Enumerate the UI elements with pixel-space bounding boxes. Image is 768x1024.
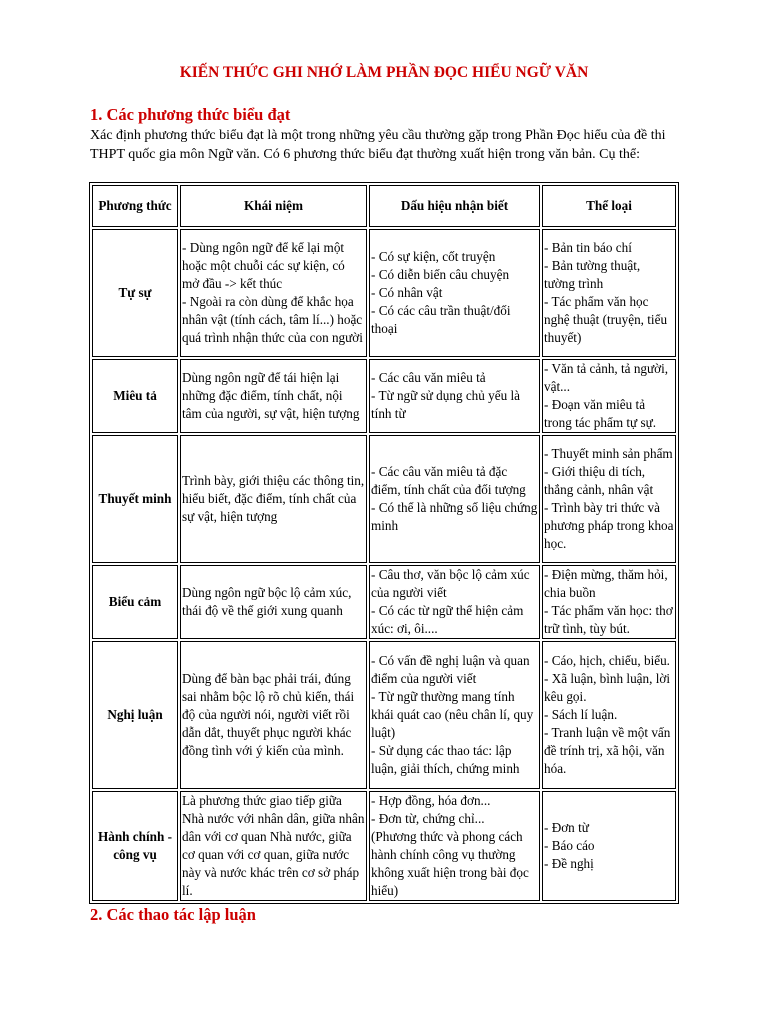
method-name: Biểu cảm [92,565,178,639]
concept-line: Là phương thức giao tiếp giữa Nhà nước với nhân dân, giữa nhân dân với cơ quan Nhà nước, giữa cơ quan với cơ quan, giữa nước này và nước khác trên cơ sở pháp lí. [182,793,365,898]
signs-line: - Từ ngữ thường mang tính khái quát cao (nêu chân lí, quy luật) [371,689,534,740]
genres-line: - Sách lí luận. [544,707,618,722]
signs-line: - Có thể là những số liệu chứng minh [371,500,538,533]
cell-genres [542,565,676,639]
section-heading-1: 1. Các phương thức biểu đạt [90,105,291,124]
table-row [92,565,676,639]
signs-line: - Có nhân vật [371,285,443,300]
genres-line: - Tác phẩm văn học nghệ thuật (truyện, tiểu thuyết) [544,294,668,345]
concept-line: Dùng ngôn ngữ để tái hiện lại những đặc điểm, tính chất, nội tâm của người, sự vật, hiện tượng [182,370,360,421]
signs-line: - Các câu văn miêu tả đặc điểm, tính chất của đối tượng [371,464,526,497]
signs-line: - Sử dụng các thao tác: lập luận, giải thích, chứng minh [371,743,520,776]
genres-line: - Xã luận, bình luận, lời kêu gọi. [544,671,671,704]
signs-line: - Có các từ ngữ thể hiện cảm xúc: ơi, ôi.... [371,603,524,636]
signs-line: - Các câu văn miêu tả [371,370,486,385]
cell-genres [542,229,676,357]
cell-concept [180,359,367,433]
signs-line: - Có vấn đề nghị luận và quan điểm của người viết [371,653,530,686]
genres-line: - Bản tin báo chí [544,240,632,255]
concept-line: Dùng để bàn bạc phải trái, đúng sai nhằm bộc lộ rõ chủ kiến, thái độ của người nói, người viết rồi dẫn dắt, thuyết phục người khác đồng tình với ý kiến của mình. [182,671,355,758]
cell-genres [542,435,676,563]
header-signs: Dấu hiệu nhận biết [369,185,540,227]
method-name: Hành chính - công vụ [92,791,178,901]
genres-line: - Đoạn văn miêu tả trong tác phẩm tự sự. [544,397,657,430]
cell-genres [542,641,676,789]
signs-line: - Có sự kiện, cốt truyện [371,249,496,264]
signs-line: - Hợp đồng, hóa đơn... [371,793,491,808]
section-heading-2: 2. Các thao tác lập luận [90,905,256,924]
table-header-row [92,185,676,227]
genres-line: - Điện mừng, thăm hỏi, chia buồn [544,567,668,600]
signs-line: - Có diễn biến câu chuyện [371,267,510,282]
cell-genres [542,791,676,901]
concept-line: - Ngoài ra còn dùng để khắc họa nhân vật (tính cách, tâm lí...) hoặc quá trình nhận thức của con người [182,294,363,345]
cell-signs [369,565,540,639]
header-concept: Khái niệm [180,185,367,227]
cell-signs [369,359,540,433]
signs-line: - Câu thơ, văn bộc lộ cảm xúc của người viết [371,567,530,600]
cell-concept [180,435,367,563]
genres-line: - Đơn từ [544,820,589,835]
signs-line: - Đơn từ, chứng chỉ... [371,811,485,826]
cell-concept [180,229,367,357]
table-body [92,229,676,901]
concept-line: Dùng ngôn ngữ bộc lộ cảm xúc, thái độ về thế giới xung quanh [182,585,352,618]
cell-genres [542,359,676,433]
method-name: Nghị luận [92,641,178,789]
concept-line: - Dùng ngôn ngữ để kể lại một hoặc một chuỗi các sự kiện, có mở đầu -> kết thúc [182,240,345,291]
table-row [92,641,676,789]
concept-line: Trình bày, giới thiệu các thông tin, hiểu biết, đặc điểm, tính chất của sự vật, hiện tượng [182,473,365,524]
intro-paragraph: Xác định phương thức biểu đạt là một trong những yêu cầu thường gặp trong Phần Đọc hiểu của đề thi THPT quốc gia môn Ngữ văn. Có 6 phương thức biểu đạt thường xuất hiện trong văn bản. Cụ thể: [90,128,666,162]
method-name: Miêu tả [92,359,178,433]
method-name: Tự sự [92,229,178,357]
table-row [92,229,676,357]
genres-line: - Bản tường thuật, tường trình [544,258,641,291]
cell-signs [369,791,540,901]
cell-concept [180,565,367,639]
genres-line: - Thuyết minh sản phẩm [544,446,673,461]
genres-line: - Đề nghị [544,856,594,871]
signs-line: - Từ ngữ sử dụng chủ yếu là tính từ [371,388,521,421]
methods-table [89,182,679,904]
cell-signs [369,641,540,789]
genres-line: - Tác phẩm văn học: thơ trữ tình, tùy bút. [544,603,673,636]
genres-line: - Văn tả cảnh, tả người, vật... [544,361,669,394]
cell-signs [369,229,540,357]
document-title: KIẾN THỨC GHI NHỚ LÀM PHẦN ĐỌC HIỂU NGỮ VĂN [179,64,589,81]
table-row [92,359,676,433]
cell-concept [180,641,367,789]
genres-line: - Báo cáo [544,838,595,853]
cell-signs [369,435,540,563]
method-name: Thuyết minh [92,435,178,563]
header-genres: Thể loại [542,185,676,227]
genres-line: - Giới thiệu di tích, thắng cảnh, nhân vật [544,464,654,497]
table-row [92,435,676,563]
genres-line: - Tranh luận về một vấn đề trính trị, xã hội, văn hóa. [544,725,671,776]
signs-line: (Phương thức và phong cách hành chính công vụ thường không xuất hiện trong bài đọc hiểu) [371,829,529,898]
genres-line: - Trình bày tri thức và phương pháp trong khoa học. [544,500,674,551]
cell-concept [180,791,367,901]
genres-line: - Cáo, hịch, chiếu, biểu. [544,653,670,668]
signs-line: - Có các câu trần thuật/đối thoại [371,303,511,336]
table-row [92,791,676,901]
header-method: Phương thức [92,185,178,227]
